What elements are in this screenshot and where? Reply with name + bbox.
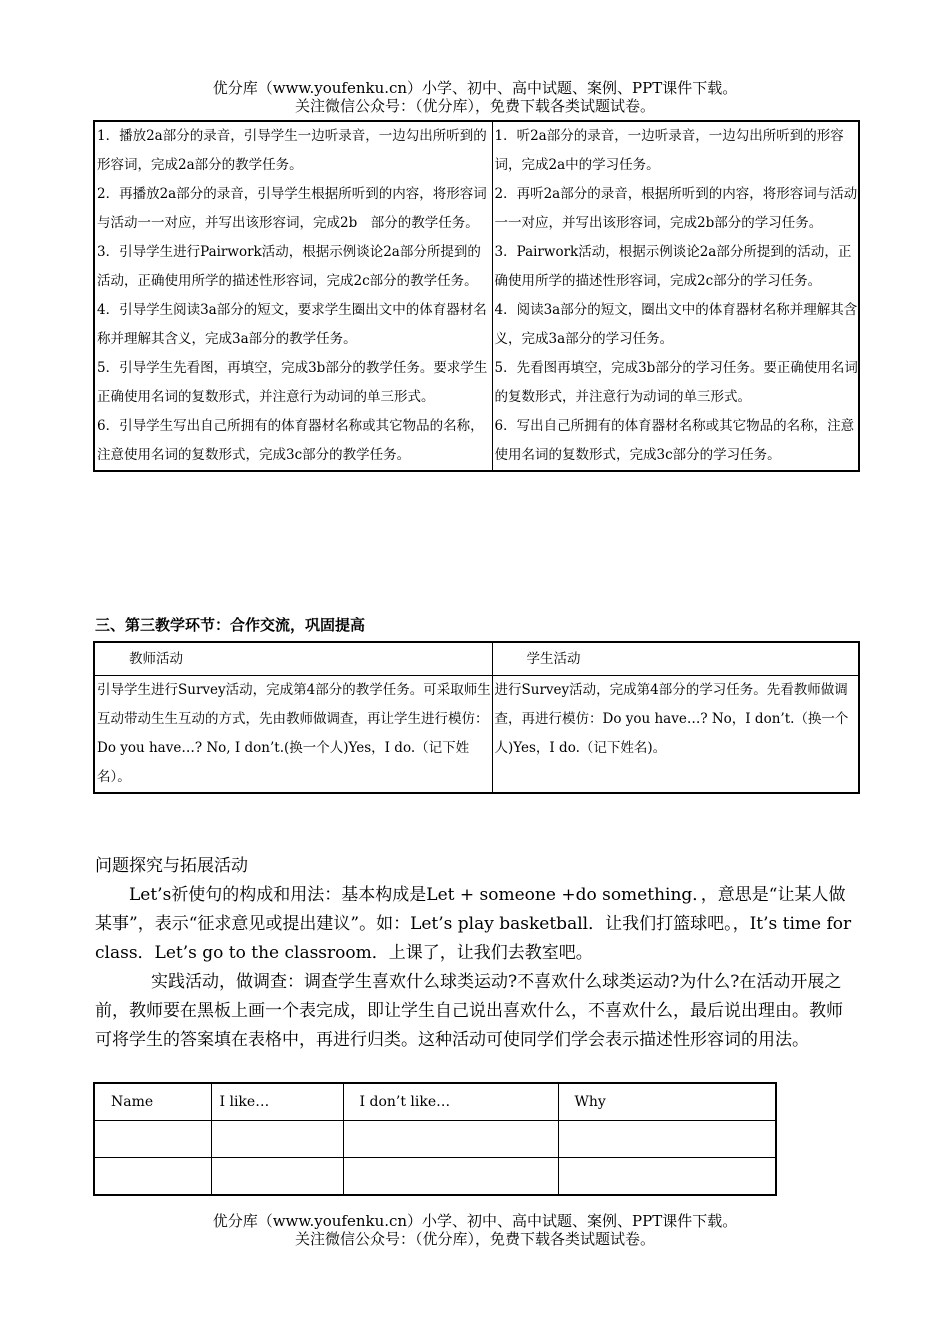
student-activity-header: 学生活动 [492, 642, 859, 676]
survey-cell [558, 1158, 776, 1196]
extension-paragraph-2: 实践活动，做调查：调查学生喜欢什么球类运动?不喜欢什么球类运动?为什么?在活动开展之前，教师要在黑板上画一个表完成，即让学生自己说出喜欢什么，不喜欢什么，最后说出理由。教师可将学生的答案填在表格中，再进行归类。这种活动可使同学们学会表示描述性形容词的用法。 [95, 972, 843, 1050]
section-3-title: 三、第三教学环节：合作交流，巩固提高 [95, 616, 366, 634]
student-step-6: 6．写出自己所拥有的体育器材名称或其它物品的名称，注意使用名词的复数形式，完成3c部分的学习任务。 [494, 418, 855, 463]
survey-header-why: Why [558, 1083, 776, 1121]
section-3-teacher-text: 引导学生进行Survey活动，完成第4部分的教学任务。可采取师生互动带动生生互动的方式，先由教师做调查，再让学生进行模仿：Do you have…? No, I don’t.(换一个人)Yes，I do.（记下姓名）。 [94, 676, 492, 794]
extension-paragraph-1: Let’s祈使句的构成和用法：基本构成是Let + someone +do something．，意思是“让某人做某事”，表示“征求意见或提出建议”。如：Let’s play basketball．让我们打篮球吧。，It’s time for class．Let’s go to the classroom．上课了，让我们去教室吧。 [95, 885, 852, 963]
footer-line-2: 关注微信公众号：（优分库），免费下载各类试题试卷。 [294, 1230, 655, 1248]
student-step-1: 1．听2a部分的录音，一边听录音，一边勾出所听到的形容词，完成2a中的学习任务。 [494, 128, 844, 173]
survey-cell [343, 1158, 558, 1196]
extension-title: 问题探究与拓展活动 [95, 856, 248, 876]
student-step-5: 5．先看图再填空，完成3b部分的学习任务。要正确使用名词的复数形式，并注意行为动词的单三形式。 [494, 360, 858, 405]
teacher-step-4: 4．引导学生阅读3a部分的短文，要求学生圈出文中的体育器材名称并理解其含义，完成3a部分的教学任务。 [97, 302, 487, 347]
page-header [0, 79, 950, 115]
survey-header-name: Name [94, 1083, 211, 1121]
student-step-2: 2．再听2a部分的录音，根据所听到的内容，将形容词与活动一一对应，并写出该形容词，完成2b部分的学习任务。 [494, 186, 858, 231]
teacher-activity-header: 教师活动 [94, 642, 492, 676]
student-step-4: 4．阅读3a部分的短文，圈出文中的体育器材名称并理解其含义，完成3a部分的学习任务。 [494, 302, 858, 347]
teacher-step-6: 6．引导学生写出自己所拥有的体育器材名称或其它物品的名称，注意使用名词的复数形式，完成3c部分的教学任务。 [97, 418, 484, 463]
teacher-activities-cell [94, 121, 492, 471]
header-line-2: 关注微信公众号：（优分库），免费下载各类试题试卷。 [294, 97, 655, 115]
survey-empty-row [94, 1121, 776, 1158]
survey-cell [94, 1158, 211, 1196]
footer-line-1: 优分库（www.youfenku.cn）小学、初中、高中试题、案例、PPT课件下载。 [212, 1212, 738, 1230]
header-line-1: 优分库（www.youfenku.cn）小学、初中、高中试题、案例、PPT课件下载。 [212, 79, 738, 97]
survey-header-dislike: I don’t like… [343, 1083, 558, 1121]
student-step-3: 3．Pairwork活动，根据示例谈论2a部分所提到的活动，正确使用所学的描述性形容词，完成2c部分的学习任务。 [494, 244, 852, 289]
page-footer [0, 1212, 950, 1248]
survey-header-like: I like… [211, 1083, 343, 1121]
survey-empty-row [94, 1158, 776, 1196]
teacher-step-1: 1．播放2a部分的录音，引导学生一边听录音，一边勾出所听到的形容词，完成2a部分的教学任务。 [97, 128, 487, 173]
section-3-table [93, 641, 860, 794]
survey-table [93, 1082, 777, 1196]
teacher-step-5: 5．引导学生先看图，再填空，完成3b部分的教学任务。要求学生正确使用名词的复数形式，并注意行为动词的单三形式。 [97, 360, 488, 405]
activities-table [93, 120, 860, 472]
teacher-step-3: 3．引导学生进行Pairwork活动，根据示例谈论2a部分所提到的活动，正确使用所学的描述性形容词，完成2c部分的教学任务。 [97, 244, 481, 289]
survey-cell [211, 1158, 343, 1196]
survey-cell [211, 1121, 343, 1158]
teacher-step-2: 2．再播放2a部分的录音，引导学生根据所听到的内容，将形容词与活动一一对应，并写出该形容词，完成2b 部分的教学任务。 [97, 186, 487, 231]
student-activities-cell [492, 121, 859, 471]
survey-cell [94, 1121, 211, 1158]
survey-cell [343, 1121, 558, 1158]
survey-cell [558, 1121, 776, 1158]
section-3-student-text: 进行Survey活动，完成第4部分的学习任务。先看教师做调查，再进行模仿：Do you have…? No，I don’t.（换一个人)Yes，I do.（记下姓名)。 [492, 676, 859, 794]
